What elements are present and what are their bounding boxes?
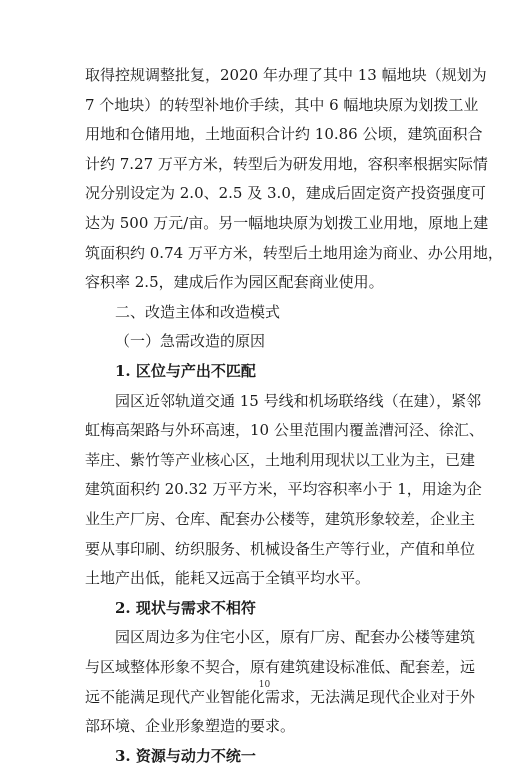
text-line: 要从事印刷、纺织服务、机械设备生产等行业，产值和单位 [85,540,476,558]
text-line: 土地产出低，能耗又远高于全镇平均水平。 [85,569,371,587]
text-line: 计约 7.27 万平方米，转型后为研发用地，容积率根据实际情 [85,155,488,173]
page-number: 10 [258,680,271,690]
point-heading: 1. 区位与产出不匹配 [115,362,256,380]
subsection-heading: （一）急需改造的原因 [115,332,266,350]
point-heading: 3. 资源与动力不统一 [115,747,256,765]
text-line: 容积率 2.5，建成后作为园区配套商业使用。 [85,273,384,291]
text-line: 用地和仓储用地，土地面积合计约 10.86 公顷，建筑面积合 [85,125,483,143]
section-heading: 二、改造主体和改造模式 [115,303,281,321]
point-heading: 2. 现状与需求不相符 [115,599,256,617]
text-line: 莘庄、紫竹等产业核心区，土地利用现状以工业为主，已建 [85,451,476,469]
text-line: 业生产厂房、仓库、配套办公楼等，建筑形象较差，企业主 [85,510,476,528]
text-line: 达为 500 万元/亩。另一幅地块原为划拨工业用地，原地上建 [85,214,489,232]
text-line: 取得控规调整批复，2020 年办理了其中 13 幅地块（规划为 [85,66,487,84]
text-line: 虹梅高架路与外环高速，10 公里范围内覆盖漕河泾、徐汇、 [85,421,484,439]
text-line: 园区周边多为住宅小区，原有厂房、配套办公楼等建筑 [115,628,476,646]
text-line: 部环境、企业形象塑造的要求。 [85,717,296,735]
text-line: 况分别设定为 2.0、2.5 及 3.0，建成后固定资产投资强度可 [85,184,486,202]
text-line: 与区域整体形象不契合，原有建筑建设标准低、配套差，远 [85,658,476,676]
text-line: 园区近邻轨道交通 15 号线和机场联络线（在建），紧邻 [115,392,482,410]
text-line: 7 个地块）的转型补地价手续，其中 6 幅地块原为划拨工业 [85,96,479,114]
text-line: 筑面积约 0.74 万平方米，转型后土地用途为商业、办公用地， [85,244,503,262]
text-line: 远不能满足现代产业智能化需求，无法满足现代企业对于外 [85,688,476,706]
text-line: 建筑面积约 20.32 万平方米，平均容积率小于 1，用途为企 [85,480,482,498]
